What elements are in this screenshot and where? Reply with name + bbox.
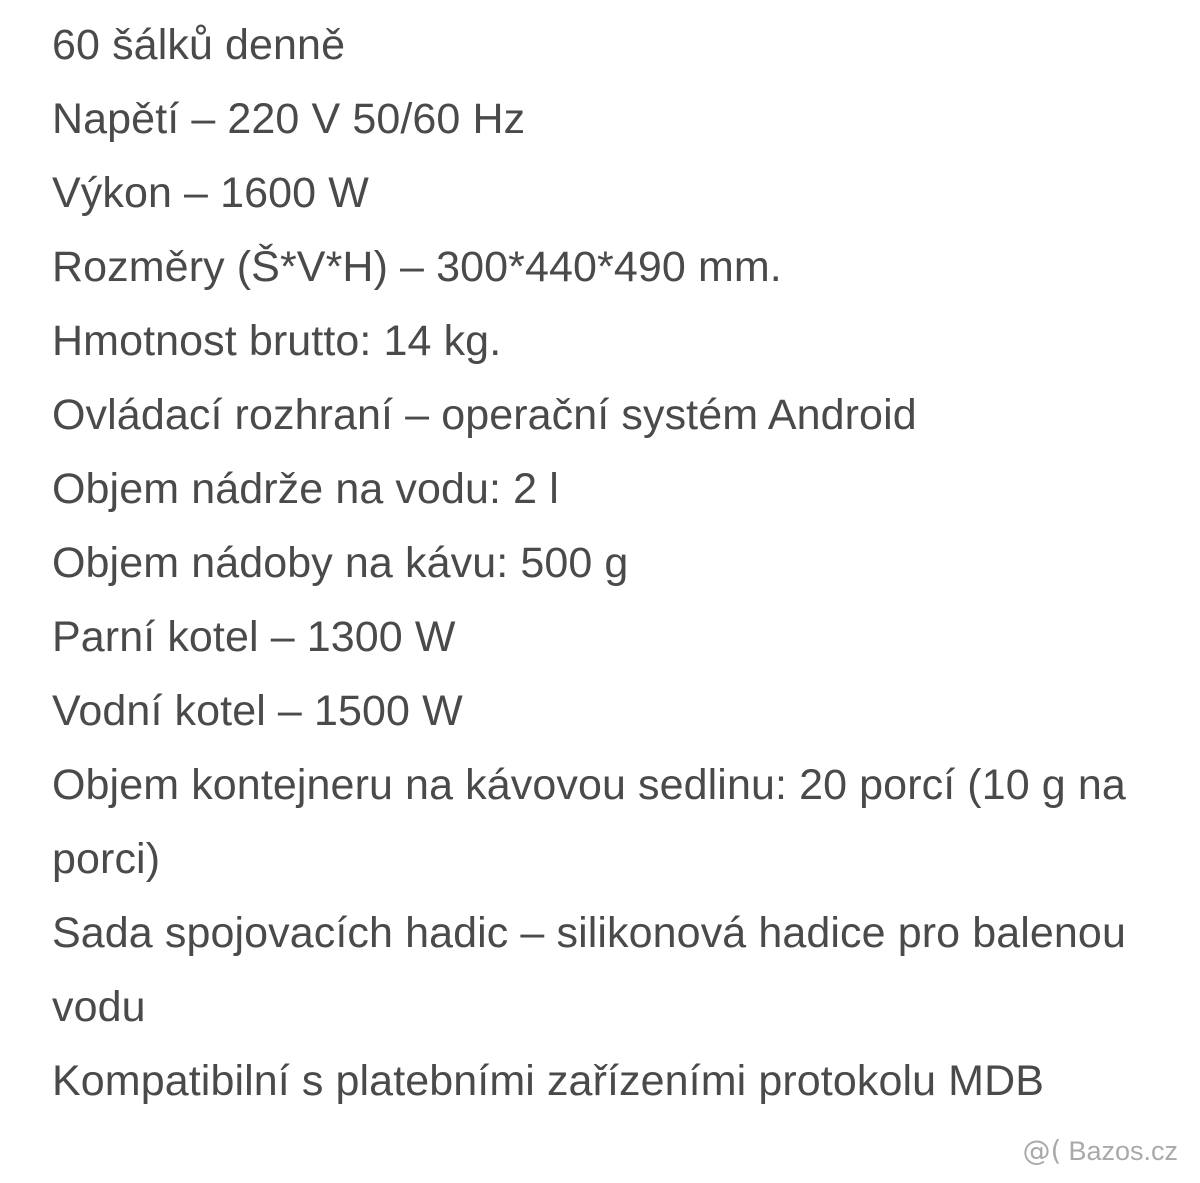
list-item: Parní kotel – 1300 W	[52, 613, 456, 661]
watermark-label: Bazos.cz	[1068, 1135, 1178, 1166]
watermark	[1022, 1134, 1178, 1167]
list-item: Rozměry (Š*V*H) – 300*440*490 mm.	[52, 243, 782, 291]
watermark-logo-icon: @(	[1022, 1134, 1062, 1167]
specification-list	[52, 8, 1148, 1118]
list-item: Vodní kotel – 1500 W	[52, 687, 463, 735]
list-item: Ovládací rozhraní – operační systém Android	[52, 391, 917, 439]
list-item: Objem nádoby na kávu: 500 g	[52, 539, 629, 587]
list-item: Napětí – 220 V 50/60 Hz	[52, 95, 526, 143]
list-item: Objem nádrže na vodu: 2 l	[52, 465, 559, 513]
list-item: Hmotnost brutto: 14 kg.	[52, 317, 502, 365]
list-item: Objem kontejneru na kávovou sedlinu: 20 porcí (10 g na porci)	[52, 761, 1126, 883]
list-item: Sada spojovacích hadic – silikonová hadice pro balenou vodu	[52, 909, 1126, 1031]
list-item: Výkon – 1600 W	[52, 169, 369, 217]
list-item: Kompatibilní s platebními zařízeními protokolu MDB	[52, 1057, 1045, 1105]
list-item: 60 šálků denně	[52, 21, 346, 69]
